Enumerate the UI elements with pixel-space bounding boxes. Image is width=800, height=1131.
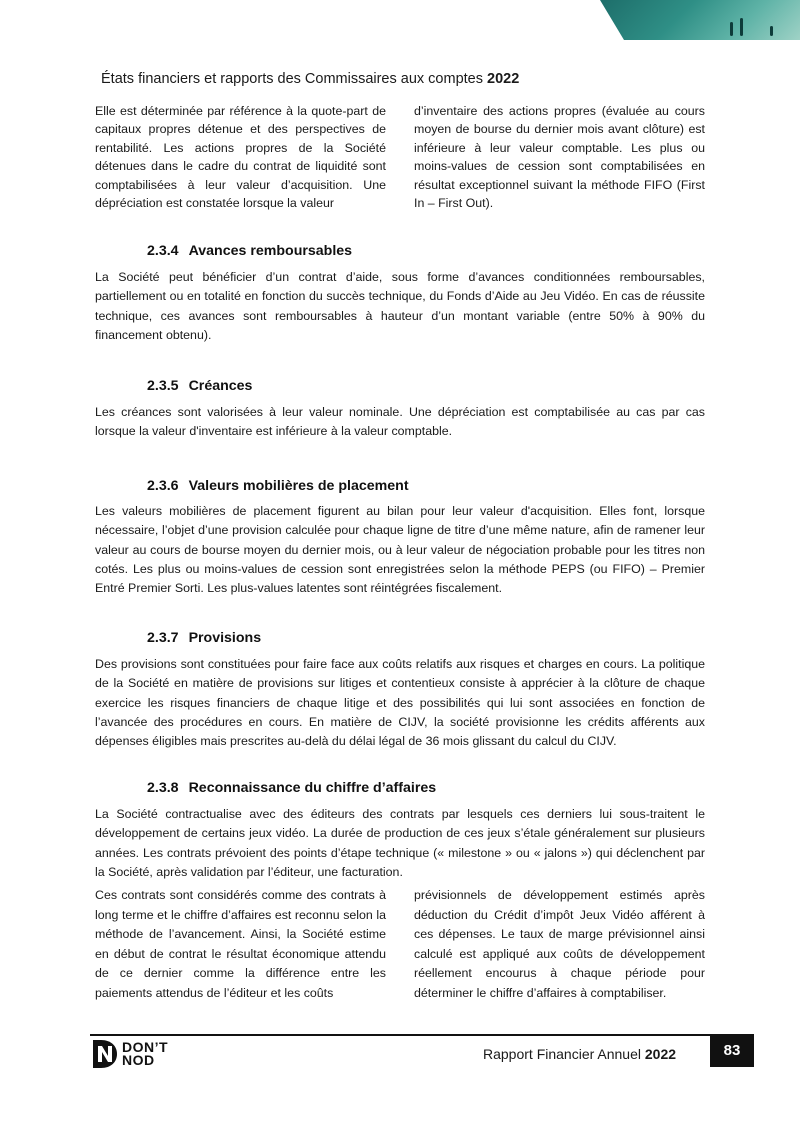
footer-report-label: Rapport Financier Annuel xyxy=(483,1046,641,1062)
footer-report-title xyxy=(483,1046,676,1062)
dontnod-logo xyxy=(93,1040,168,1068)
footer-report-year: 2022 xyxy=(644,1046,677,1062)
section-heading-2-3-5: 2.3.5 Créances xyxy=(147,378,253,394)
section-body-2-3-8: La Société contractualise avec des éditeurs des contrats par lesquels ces derniers lui sous-traitent le développement de certains jeux vidéo. La durée de production de ces jeux s’étale généralement sur plusieurs années. Les contrats prévoient des points d’étape technique (« milestone » ou « jalons ») qui déclenchent par la Société, après validation par l’éditeur, une facturation. xyxy=(95,807,705,879)
header-title-text: États financiers et rapports des Commissaires aux comptes xyxy=(101,71,483,87)
section-heading-2-3-4: 2.3.4 Avances remboursables xyxy=(147,243,353,259)
dontnod-logo-icon xyxy=(93,1040,117,1068)
intro-left-column: Elle est déterminée par référence à la quote-part de capitaux propres détenue et des perspectives de rentabilité. Les actions propres de la Société détenues dans le cadre du contrat de liquidité sont comptabilisées à leur valeur d’acquisition. Une dépréciation est constatée lorsque la valeur xyxy=(95,104,386,211)
section-heading-2-3-8: 2.3.8 Reconnaissance du chiffre d’affaires xyxy=(147,780,437,796)
header-year: 2022 xyxy=(487,71,520,87)
closing-right-column: prévisionnels de développement estimés après déduction du Crédit d’impôt Jeux Vidéo afférent à ces dépenses. Le taux de marge prévisionnel ainsi calculé est appliqué aux coûts de développement réellement encourus à chaque période pour déterminer le chiffre d’affaires à comptabiliser. xyxy=(414,888,705,1000)
intro-right-column: d’inventaire des actions propres (évaluée au cours moyen de bourse du dernier mois avant clôture) est inférieure à leur valeur comptable. Les plus ou moins-values de cession sont comptabilisées en résultat exceptionnel suivant la méthode FIFO (First In – First Out). xyxy=(414,104,705,211)
section-body-2-3-4: La Société peut bénéficier d’un contrat d’aide, sous forme d’avances conditionnées remboursables, partiellement ou en totalité en fonction du succès technique, du Fonds d’Aide au Jeu Vidéo. En cas de réussite technique, ces avances sont remboursables à hauteur d’un montant variable (entre 50% à 90% du financement obtenu). xyxy=(95,270,705,342)
footer-divider xyxy=(90,1034,710,1036)
closing-left-column: Ces contrats sont considérés comme des contrats à long terme et le chiffre d’affaires est reconnu selon la méthode de l’avancement. Ainsi, la Société estime en début de contrat le résultat économique attendu de ce dernier comme la différence entre les paiements attendus de l’éditeur et les coûts xyxy=(95,888,386,1000)
section-body-2-3-5: Les créances sont valorisées à leur valeur nominale. Une dépréciation est comptabilisée au cas par cas lorsque la valeur d'inventaire est inférieure à la valeur comptable. xyxy=(95,405,705,439)
section-body-2-3-7: Des provisions sont constituées pour faire face aux coûts relatifs aux risques et charges en cours. La politique de la Société en matière de provisions sur litiges et contentieux consiste à apprécier à la clôture de chaque exercice les risques financiers de chaque litige et des possibilités qui lui sont associées en fonction de l’avancée des procédures en cours. En matière de CIJV, la société provisionne les crédits afférents aux dépenses éligibles mais prescrites au-delà du délai légal de 36 mois glissant du calcul du CIJV. xyxy=(95,657,705,749)
header-cover-image xyxy=(600,0,800,40)
section-heading-2-3-6: 2.3.6 Valeurs mobilières de placement xyxy=(147,478,409,494)
section-heading-2-3-7: 2.3.7 Provisions xyxy=(147,630,262,646)
logo-text-line1: DON’T xyxy=(122,1039,169,1055)
document-header xyxy=(101,71,519,87)
logo-text-line2: NOD xyxy=(122,1052,155,1068)
page-number: 83 xyxy=(710,1034,754,1067)
section-body-2-3-6: Les valeurs mobilières de placement figurent au bilan pour leur valeur d'acquisition. Elles font, lorsque nécessaire, l’objet d’une provision calculée pour chaque ligne de titre d’une même nature, afin de ramener leur valeur au cours de bourse moyen du dernier mois, ou à leur valeur de négociation probable pour les titres non cotés. Les plus ou moins-values de cession sont enregistrées selon la méthode PEPS (ou FIFO) – Premier Entré Premier Sorti. Les plus-values latentes sont réintégrées fiscalement. xyxy=(95,504,705,596)
